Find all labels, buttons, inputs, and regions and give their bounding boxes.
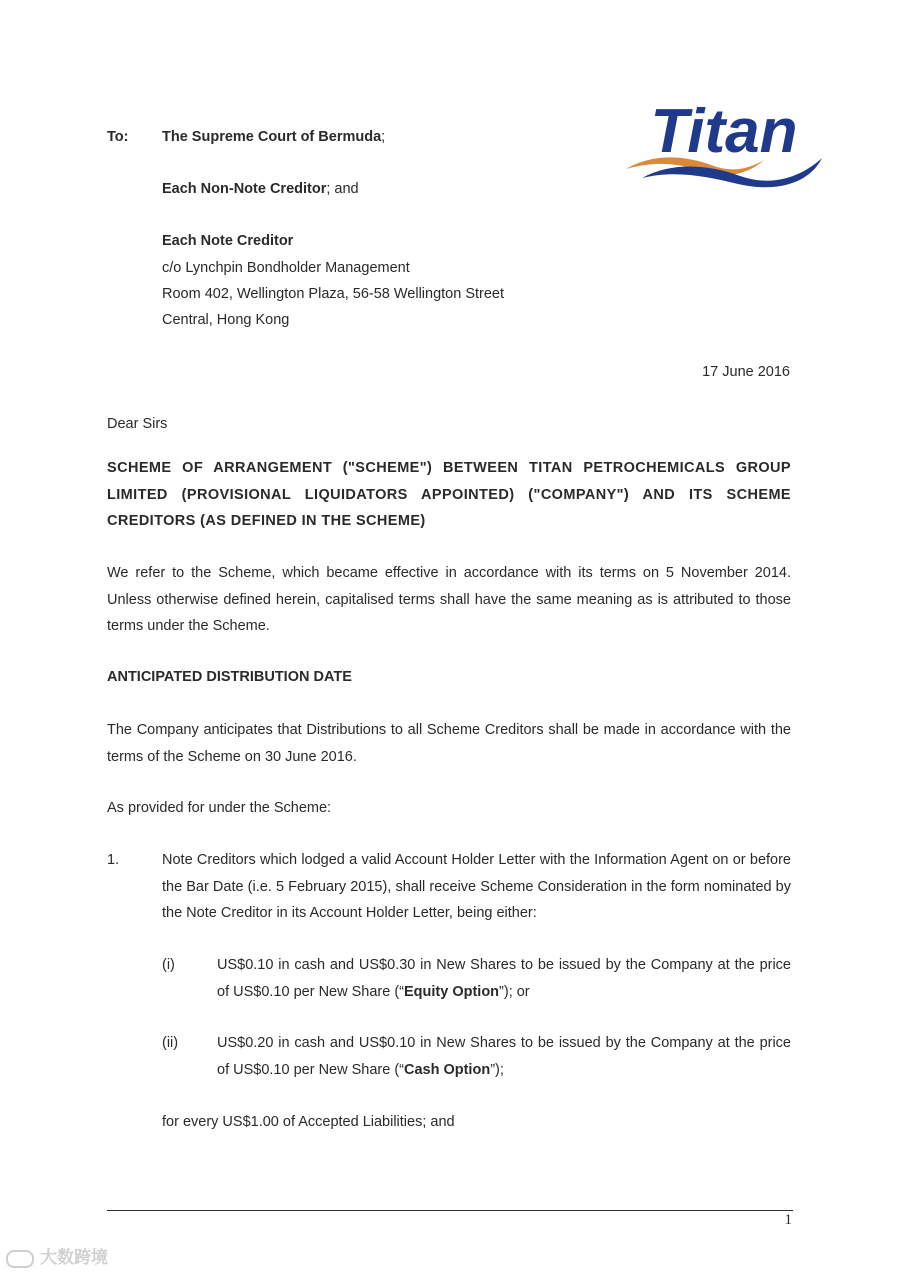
address-room-line: Room 402, Wellington Plaza, 56-58 Wellington Street bbox=[162, 286, 505, 302]
non-note-creditor: Each Non-Note Creditor bbox=[162, 181, 327, 197]
page-number: 1 bbox=[784, 1212, 792, 1228]
address-co-line: c/o Lynchpin Bondholder Management bbox=[162, 260, 410, 276]
non-note-suffix: ; and bbox=[326, 181, 359, 197]
court-suffix: ; bbox=[381, 129, 386, 145]
to-label: To: bbox=[107, 129, 129, 145]
watermark bbox=[6, 1243, 108, 1268]
closing-line: for every US$1.00 of Accepted Liabilities; and bbox=[162, 1114, 455, 1130]
sub-item-i-before: US$0.10 in cash and US$0.30 in New Shares to be issued by the Company at the price of US$0.10 per New Share (“ bbox=[217, 957, 791, 1000]
titan-logo bbox=[622, 96, 826, 192]
item-1-text: Note Creditors which lodged a valid Account Holder Letter with the Information Agent on or before the Bar Date (i.e. 5 February 2015), shall receive Scheme Consideration in the form nominated by the Note Creditor in its Account Holder Letter, being either: bbox=[162, 852, 791, 921]
distribution-paragraph: The Company anticipates that Distributions to all Scheme Creditors shall be made in accordance with the terms of the Scheme on 30 June 2016. bbox=[107, 722, 791, 765]
sub-item-ii-after: ”); bbox=[490, 1061, 504, 1078]
sub-item-i-after: ”); or bbox=[499, 983, 530, 1000]
letter-date: 17 June 2016 bbox=[702, 364, 790, 380]
watermark-icon bbox=[6, 1250, 34, 1268]
equity-option-term: Equity Option bbox=[403, 983, 500, 1000]
provided-paragraph: As provided for under the Scheme: bbox=[107, 800, 332, 816]
sub-item-i-number: (i) bbox=[162, 957, 175, 973]
sub-item-ii-number: (ii) bbox=[162, 1035, 179, 1051]
note-creditor: Each Note Creditor bbox=[162, 233, 294, 249]
salutation: Dear Sirs bbox=[107, 416, 168, 432]
sub-item-ii-text bbox=[217, 1030, 791, 1083]
subject-heading: SCHEME OF ARRANGEMENT ("SCHEME") BETWEEN TITAN PETROCHEMICALS GROUP LIMITED (PROVISIONAL LIQUIDATORS APPOINTED) ("COMPANY") AND ITS SCHEME CREDITORS (AS DEFINED IN THE SCHEME) bbox=[107, 460, 791, 529]
address-city-line: Central, Hong Kong bbox=[162, 312, 290, 328]
court-name: The Supreme Court of Bermuda bbox=[162, 129, 382, 145]
logo-wordmark: Titan bbox=[650, 97, 798, 166]
recipient-non-note bbox=[162, 181, 359, 197]
sub-item-i-text bbox=[217, 952, 791, 1005]
intro-paragraph: We refer to the Scheme, which became effective in accordance with its terms on 5 November 2014. Unless otherwise defined herein, capitalised terms shall have the same meaning as is attributed to those terms under the Scheme. bbox=[107, 565, 791, 634]
cash-option-term: Cash Option bbox=[403, 1061, 491, 1078]
section-heading: ANTICIPATED DISTRIBUTION DATE bbox=[107, 669, 352, 685]
item-1-number: 1. bbox=[107, 852, 120, 868]
sub-item-ii-before: US$0.20 in cash and US$0.10 in New Shares to be issued by the Company at the price of US$0.10 per New Share (“ bbox=[217, 1035, 791, 1078]
watermark-text: 大数跨境 bbox=[40, 1248, 108, 1267]
footer-rule bbox=[107, 1210, 793, 1211]
recipient-court bbox=[162, 129, 385, 145]
